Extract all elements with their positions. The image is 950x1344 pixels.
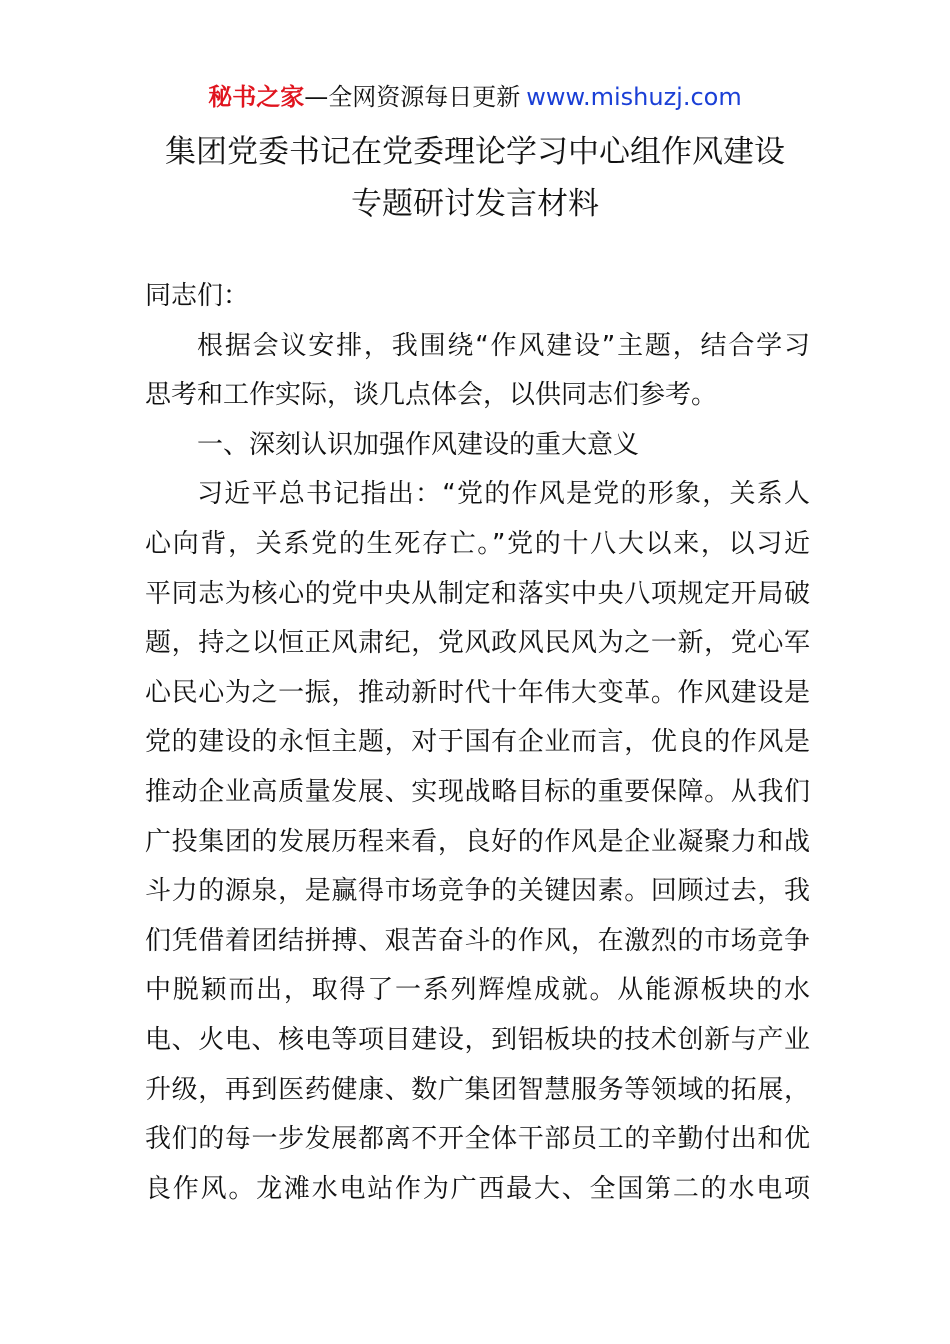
paragraph-line: 平同志为核心的党中央从制定和落实中央八项规定开局破: [145, 578, 810, 609]
paragraph-line: 题，持之以恒正风肃纪，党风政风民风为之一新，党心军: [145, 628, 810, 659]
title-line-1: 集团党委书记在党委理论学习中心组作风建设: [165, 134, 785, 170]
paragraph-line: 心民心为之一振，推动新时代十年伟大变革。作风建设是: [145, 677, 810, 708]
header-tagline: —全网资源每日更新: [304, 83, 521, 111]
paragraph-line: 思考和工作实际，谈几点体会，以供同志们参考。: [145, 380, 718, 411]
paragraph-line: 心向背，关系党的生死存亡。”党的十八大以来，以习近: [145, 528, 810, 559]
paragraph-line: 升级，再到医药健康、数广集团智慧服务等领域的拓展，: [145, 1074, 810, 1105]
paragraph-line: 根据会议安排，我围绕“作风建设”主题，结合学习: [197, 330, 810, 361]
title-line-2: 专题研讨发言材料: [351, 186, 599, 222]
paragraph-line: 我们的每一步发展都离不开全体干部员工的辛勤付出和优: [145, 1124, 810, 1155]
paragraph-line: 党的建设的永恒主题，对于国有企业而言，优良的作风是: [145, 727, 810, 758]
paragraph-line: 推动企业高质量发展、实现战略目标的重要保障。从我们: [145, 776, 810, 807]
document-title: [0, 126, 950, 230]
paragraph-line: 习近平总书记指出：“党的作风是党的形象，关系人: [197, 479, 810, 510]
paragraph-line: 广投集团的发展历程来看，良好的作风是企业凝聚力和战: [145, 826, 810, 857]
brand-name: 秘书之家: [208, 83, 305, 111]
document-body: [145, 272, 810, 1214]
paragraph-line: 电、火电、核电等项目建设，到铝板块的技术创新与产业: [145, 1024, 810, 1055]
paragraph-line: 斗力的源泉，是赢得市场竞争的关键因素。回顾过去，我: [145, 876, 810, 907]
site-header: [0, 80, 950, 114]
paragraph-line: 中脱颖而出，取得了一系列辉煌成就。从能源板块的水: [145, 975, 810, 1006]
section-heading: 一、深刻认识加强作风建设的重大意义: [197, 429, 640, 460]
paragraph-line: 们凭借着团结拼搏、艰苦奋斗的作风，在激烈的市场竞争: [145, 925, 810, 956]
salutation: 同志们：: [145, 281, 250, 311]
paragraph-line: 良作风。龙滩水电站作为广西最大、全国第二的水电项: [145, 1173, 810, 1204]
site-url[interactable]: www.mishuzj.com: [526, 83, 742, 111]
